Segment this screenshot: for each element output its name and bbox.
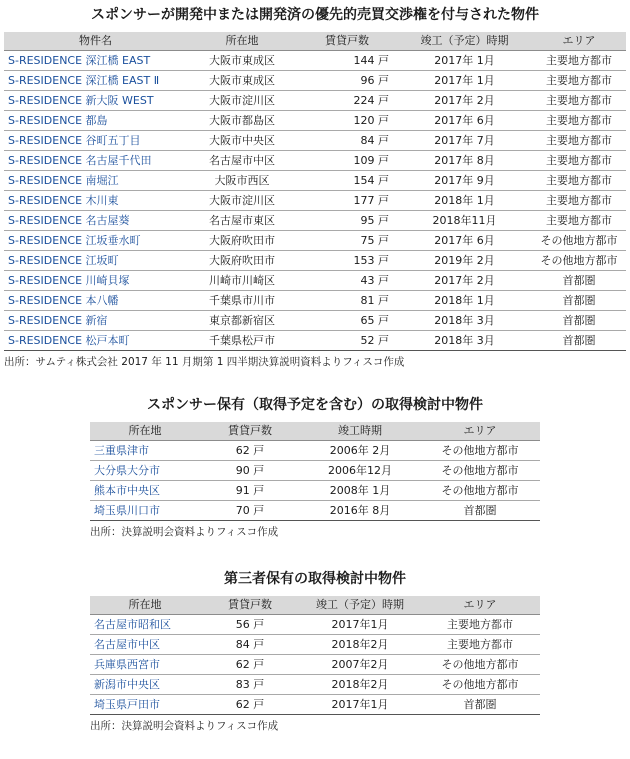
cell-area: 主要地方都市 (532, 151, 626, 171)
table-row (4, 251, 626, 271)
table-row (90, 481, 540, 501)
cell-location: 名古屋市中区 (187, 151, 297, 171)
cell-completion: 2017年1月 (300, 615, 420, 635)
header-location: 所在地 (90, 422, 200, 441)
cell-area: その他地方都市 (420, 461, 540, 481)
cell-location: 大阪市中央区 (187, 131, 297, 151)
cell-location: 大阪府吹田市 (187, 251, 297, 271)
cell-units: 65 戸 (297, 311, 397, 331)
cell-location: 大阪市淀川区 (187, 191, 297, 211)
cell-property-name: S-RESIDENCE 新宿 (4, 311, 187, 331)
cell-area: その他地方都市 (420, 481, 540, 501)
cell-area: その他地方都市 (420, 441, 540, 461)
table-row (4, 231, 626, 251)
section3-title: 第三者保有の取得検討中物件 (224, 571, 406, 587)
header-property-name: 物件名 (4, 32, 187, 51)
table-row (90, 461, 540, 481)
cell-completion: 2017年 2月 (397, 271, 532, 291)
header-completion: 竣工（予定）時期 (300, 596, 420, 615)
cell-completion: 2017年 6月 (397, 231, 532, 251)
cell-completion: 2006年 2月 (300, 441, 420, 461)
table-row (4, 191, 626, 211)
header-area: エリア (420, 596, 540, 615)
cell-completion: 2017年 8月 (397, 151, 532, 171)
cell-area: 首都圏 (532, 291, 626, 311)
cell-units: 95 戸 (297, 211, 397, 231)
cell-completion: 2018年 1月 (397, 191, 532, 211)
cell-completion: 2006年12月 (300, 461, 420, 481)
section-third-party-held (90, 570, 540, 733)
table-row (4, 291, 626, 311)
cell-location: 三重県津市 (90, 441, 200, 461)
cell-units: 83 戸 (200, 675, 300, 695)
section1-table (4, 32, 626, 351)
cell-property-name: S-RESIDENCE 本八幡 (4, 291, 187, 311)
table-row (4, 311, 626, 331)
cell-location: 大阪市東成区 (187, 51, 297, 71)
cell-completion: 2016年 8月 (300, 501, 420, 521)
cell-completion: 2017年 1月 (397, 51, 532, 71)
section-sponsor-developed (4, 6, 626, 369)
cell-completion: 2019年 2月 (397, 251, 532, 271)
cell-units: 224 戸 (297, 91, 397, 111)
cell-property-name: S-RESIDENCE 深江橋 EAST (4, 51, 187, 71)
cell-units: 90 戸 (200, 461, 300, 481)
cell-property-name: S-RESIDENCE 川崎貝塚 (4, 271, 187, 291)
cell-units: 84 戸 (297, 131, 397, 151)
cell-location: 新潟市中央区 (90, 675, 200, 695)
cell-units: 62 戸 (200, 655, 300, 675)
cell-property-name: S-RESIDENCE 木川東 (4, 191, 187, 211)
section1-title: スポンサーが開発中または開発済の優先的売買交渉権を付与された物件 (91, 7, 539, 23)
cell-location: 兵庫県西宮市 (90, 655, 200, 675)
table-row (90, 501, 540, 521)
cell-area: その他地方都市 (532, 231, 626, 251)
cell-units: 120 戸 (297, 111, 397, 131)
cell-area: 首都圏 (532, 271, 626, 291)
cell-location: 名古屋市東区 (187, 211, 297, 231)
cell-area: 主要地方都市 (532, 131, 626, 151)
cell-location: 大阪市西区 (187, 171, 297, 191)
cell-location: 大分県大分市 (90, 461, 200, 481)
cell-location: 埼玉県戸田市 (90, 695, 200, 715)
cell-units: 91 戸 (200, 481, 300, 501)
cell-completion: 2018年2月 (300, 635, 420, 655)
cell-location: 大阪市淀川区 (187, 91, 297, 111)
cell-completion: 2017年 1月 (397, 71, 532, 91)
cell-completion: 2017年 6月 (397, 111, 532, 131)
cell-area: 主要地方都市 (532, 51, 626, 71)
section-sponsor-held (90, 396, 540, 539)
cell-area: 主要地方都市 (532, 191, 626, 211)
table-row (4, 111, 626, 131)
table-row (4, 151, 626, 171)
header-units: 賃貸戸数 (200, 422, 300, 441)
header-completion: 竣工（予定）時期 (397, 32, 532, 51)
table-row (4, 211, 626, 231)
cell-completion: 2017年 2月 (397, 91, 532, 111)
cell-property-name: S-RESIDENCE 松戸本町 (4, 331, 187, 351)
cell-area: 主要地方都市 (532, 171, 626, 191)
cell-location: 千葉県松戸市 (187, 331, 297, 351)
cell-completion: 2017年 9月 (397, 171, 532, 191)
cell-location: 東京都新宿区 (187, 311, 297, 331)
cell-area: 首都圏 (420, 695, 540, 715)
cell-property-name: S-RESIDENCE 都島 (4, 111, 187, 131)
cell-units: 75 戸 (297, 231, 397, 251)
header-location: 所在地 (187, 32, 297, 51)
table-row (90, 635, 540, 655)
cell-property-name: S-RESIDENCE 深江橋 EAST Ⅱ (4, 71, 187, 91)
section3-table (90, 596, 540, 715)
table-row (90, 675, 540, 695)
cell-location: 埼玉県川口市 (90, 501, 200, 521)
cell-units: 109 戸 (297, 151, 397, 171)
cell-property-name: S-RESIDENCE 名古屋葵 (4, 211, 187, 231)
section3-header-row (90, 596, 540, 615)
cell-units: 52 戸 (297, 331, 397, 351)
cell-units: 144 戸 (297, 51, 397, 71)
cell-units: 84 戸 (200, 635, 300, 655)
cell-completion: 2018年2月 (300, 675, 420, 695)
cell-area: 首都圏 (532, 331, 626, 351)
cell-property-name: S-RESIDENCE 江坂垂水町 (4, 231, 187, 251)
cell-property-name: S-RESIDENCE 南堀江 (4, 171, 187, 191)
cell-location: 熊本市中央区 (90, 481, 200, 501)
cell-property-name: S-RESIDENCE 江坂町 (4, 251, 187, 271)
cell-completion: 2017年1月 (300, 695, 420, 715)
cell-location: 千葉県市川市 (187, 291, 297, 311)
header-area: エリア (532, 32, 626, 51)
table-row (4, 51, 626, 71)
cell-area: 主要地方都市 (532, 71, 626, 91)
header-units: 賃貸戸数 (200, 596, 300, 615)
header-area: エリア (420, 422, 540, 441)
section3-source-note: 出所：決算説明会資料よりフィスコ作成 (90, 720, 279, 732)
cell-area: 主要地方都市 (532, 91, 626, 111)
table-row (4, 271, 626, 291)
cell-area: 主要地方都市 (532, 211, 626, 231)
header-completion: 竣工時期 (300, 422, 420, 441)
cell-units: 96 戸 (297, 71, 397, 91)
section1-source-note: 出所：サムティ株式会社 2017 年 11 月期第 1 四半期決算説明資料よりフィスコ作成 (4, 356, 405, 368)
table-row (4, 131, 626, 151)
cell-property-name: S-RESIDENCE 谷町五丁目 (4, 131, 187, 151)
table-row (90, 655, 540, 675)
cell-location: 名古屋市中区 (90, 635, 200, 655)
cell-units: 81 戸 (297, 291, 397, 311)
cell-location: 川崎市川崎区 (187, 271, 297, 291)
table-row (4, 91, 626, 111)
cell-units: 62 戸 (200, 695, 300, 715)
cell-property-name: S-RESIDENCE 名古屋千代田 (4, 151, 187, 171)
cell-units: 56 戸 (200, 615, 300, 635)
cell-units: 153 戸 (297, 251, 397, 271)
header-units: 賃貸戸数 (297, 32, 397, 51)
cell-units: 62 戸 (200, 441, 300, 461)
section2-title: スポンサー保有（取得予定を含む）の取得検討中物件 (147, 397, 483, 413)
cell-completion: 2018年 3月 (397, 311, 532, 331)
cell-completion: 2007年2月 (300, 655, 420, 675)
cell-units: 154 戸 (297, 171, 397, 191)
cell-completion: 2018年 3月 (397, 331, 532, 351)
cell-location: 大阪市東成区 (187, 71, 297, 91)
cell-units: 70 戸 (200, 501, 300, 521)
cell-location: 名古屋市昭和区 (90, 615, 200, 635)
cell-completion: 2018年11月 (397, 211, 532, 231)
table-row (4, 171, 626, 191)
cell-area: 主要地方都市 (420, 615, 540, 635)
cell-area: 首都圏 (532, 311, 626, 331)
table-row (90, 615, 540, 635)
cell-property-name: S-RESIDENCE 新大阪 WEST (4, 91, 187, 111)
table-row (90, 695, 540, 715)
cell-area: 首都圏 (420, 501, 540, 521)
table-row (4, 331, 626, 351)
cell-units: 177 戸 (297, 191, 397, 211)
cell-completion: 2018年 1月 (397, 291, 532, 311)
table-row (4, 71, 626, 91)
cell-location: 大阪府吹田市 (187, 231, 297, 251)
table-row (90, 441, 540, 461)
section1-header-row (4, 32, 626, 51)
cell-area: 主要地方都市 (532, 111, 626, 131)
cell-completion: 2008年 1月 (300, 481, 420, 501)
cell-completion: 2017年 7月 (397, 131, 532, 151)
cell-units: 43 戸 (297, 271, 397, 291)
cell-location: 大阪市都島区 (187, 111, 297, 131)
cell-area: 主要地方都市 (420, 635, 540, 655)
cell-area: その他地方都市 (420, 655, 540, 675)
section2-source-note: 出所：決算説明会資料よりフィスコ作成 (90, 526, 279, 538)
cell-area: その他地方都市 (532, 251, 626, 271)
section2-header-row (90, 422, 540, 441)
cell-area: その他地方都市 (420, 675, 540, 695)
header-location: 所在地 (90, 596, 200, 615)
section2-table (90, 422, 540, 521)
